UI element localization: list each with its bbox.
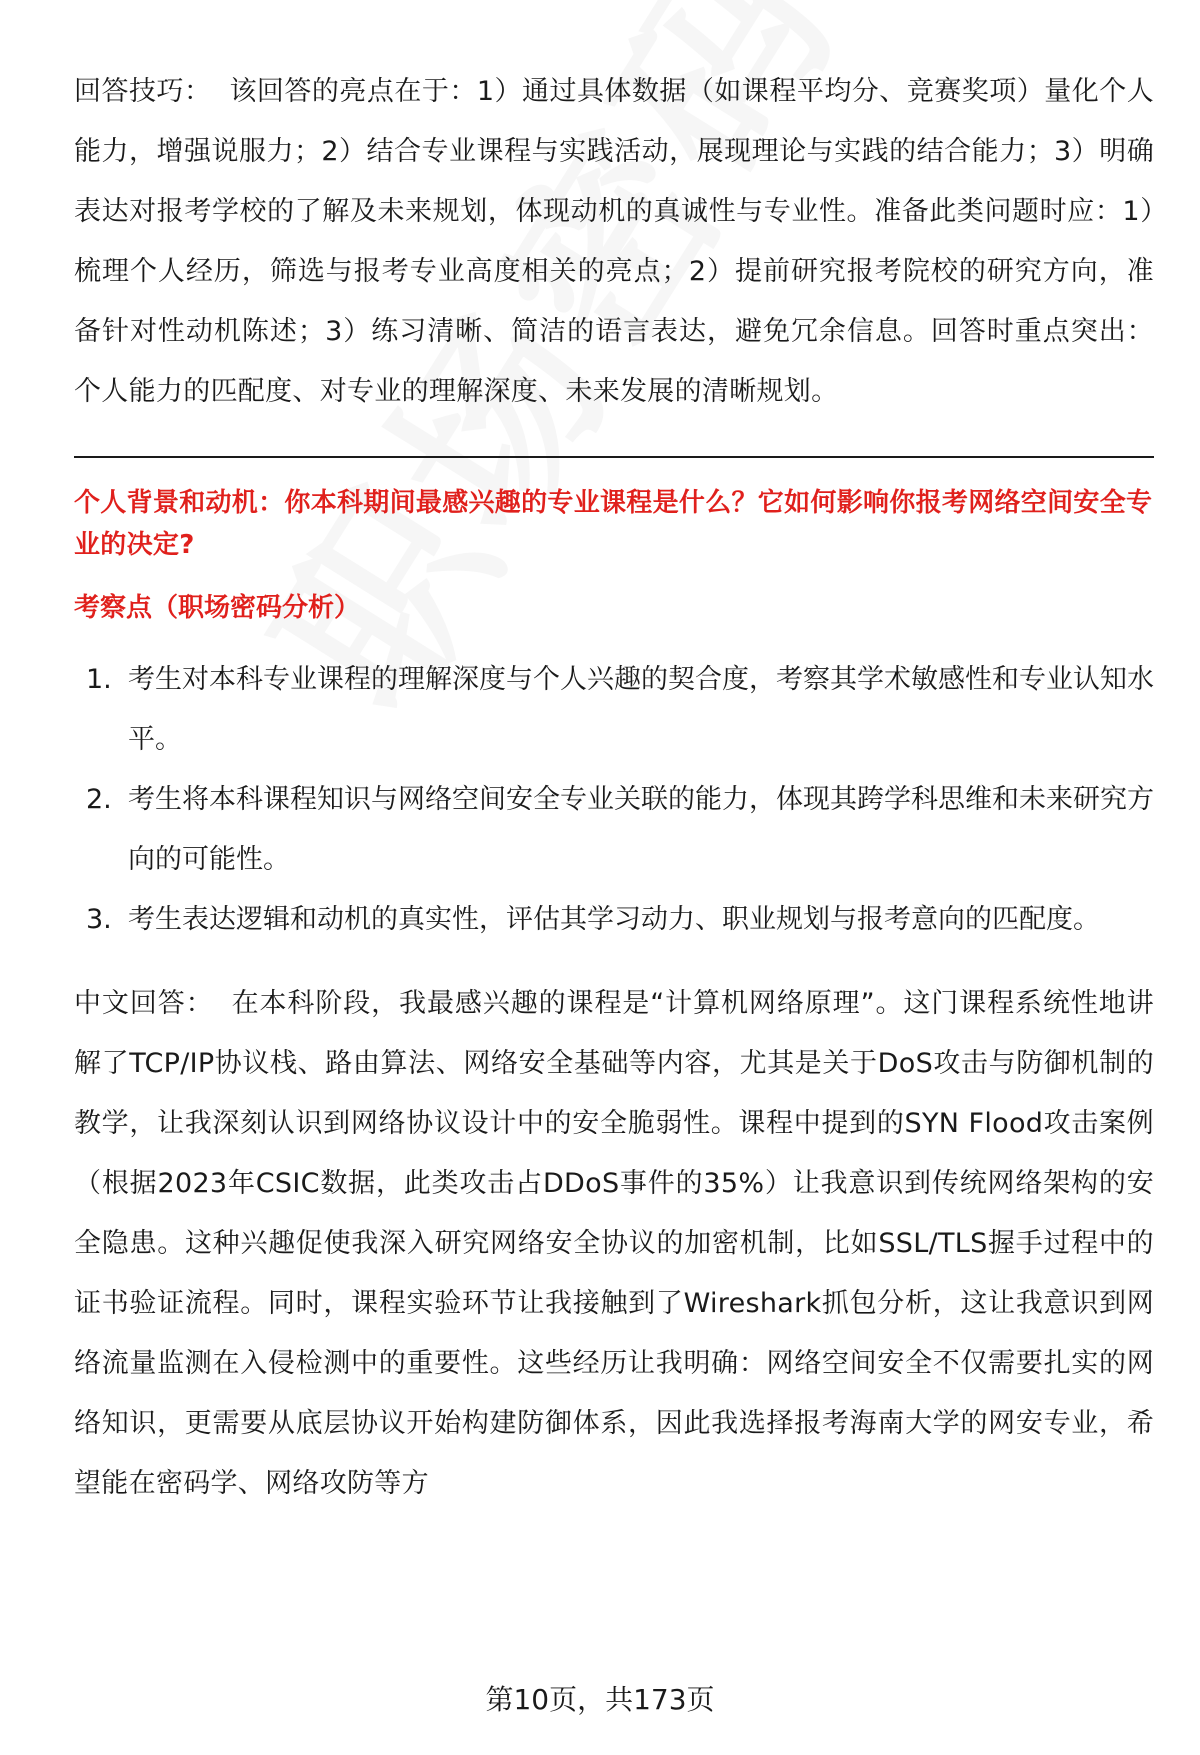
assessment-points-title: 考察点（职场密码分析） [74, 593, 361, 623]
point-number: 1. [86, 664, 112, 695]
section-divider [74, 456, 1154, 458]
assessment-point [74, 890, 1154, 950]
answer-tip-text: 该回答的亮点在于：1）通过具体数据（如课程平均分、竞赛奖项）量化个人能力，增强说服力；2）结合专业课程与实践活动，展现理论与实践的结合能力；3）明确表达对报考学校的了解及未来规划，体现动机的真诚性与专业性。准备此类问题时应：1）梳理个人经历，筛选与报考专业高度相关的亮点；2）提前研究报考院校的研究方向，准备针对性动机陈述；3）练习清晰、简洁的语言表达，避免冗余信息。回答时重点突出：个人能力的匹配度、对专业的理解深度、未来发展的清晰规划。 [74, 76, 1154, 407]
chinese-answer-label: 中文回答： [74, 988, 214, 1019]
point-text: 考生对本科专业课程的理解深度与个人兴趣的契合度，考察其学术敏感性和专业认知水平。 [128, 664, 1154, 755]
chinese-answer-text: 在本科阶段，我最感兴趣的课程是“计算机网络原理”。这门课程系统性地讲解了TCP/IP协议栈、路由算法、网络安全基础等内容，尤其是关于DoS攻击与防御机制的教学，让我深刻认识到网络协议设计中的安全脆弱性。课程中提到的SYN Flood攻击案例（根据2023年CSIC数据，此类攻击占DDoS事件的35%）让我意识到传统网络架构的安全隐患。这种兴趣促使我深入研究网络安全协议的加密机制，比如SSL/TLS握手过程中的证书验证流程。同时，课程实验环节让我接触到了Wireshark抓包分析，这让我意识到网络流量监测在入侵检测中的重要性。这些经历让我明确：网络空间安全不仅需要扎实的网络知识，更需要从底层协议开始构建防御体系，因此我选择报考海南大学的网安专业，希望能在密码学、网络攻防等方 [74, 988, 1154, 1499]
point-number: 2. [86, 784, 112, 815]
document-page [74, 62, 1154, 1514]
page-number-footer: 第10页，共173页 [485, 1683, 715, 1716]
answer-tip-label: 回答技巧： [74, 76, 212, 107]
question-heading: 个人背景和动机：你本科期间最感兴趣的专业课程是什么？它如何影响你报考网络空间安全专业的决定? [74, 488, 1153, 560]
point-number: 3. [86, 904, 112, 935]
answer-tip-paragraph [74, 62, 1154, 422]
assessment-point [74, 770, 1154, 890]
assessment-point [74, 650, 1154, 770]
point-text: 考生表达逻辑和动机的真实性，评估其学习动力、职业规划与报考意向的匹配度。 [128, 904, 1100, 935]
chinese-answer-paragraph [74, 974, 1154, 1514]
point-text: 考生将本科课程知识与网络空间安全专业关联的能力，体现其跨学科思维和未来研究方向的可能性。 [128, 784, 1154, 875]
assessment-points-list [74, 650, 1154, 950]
